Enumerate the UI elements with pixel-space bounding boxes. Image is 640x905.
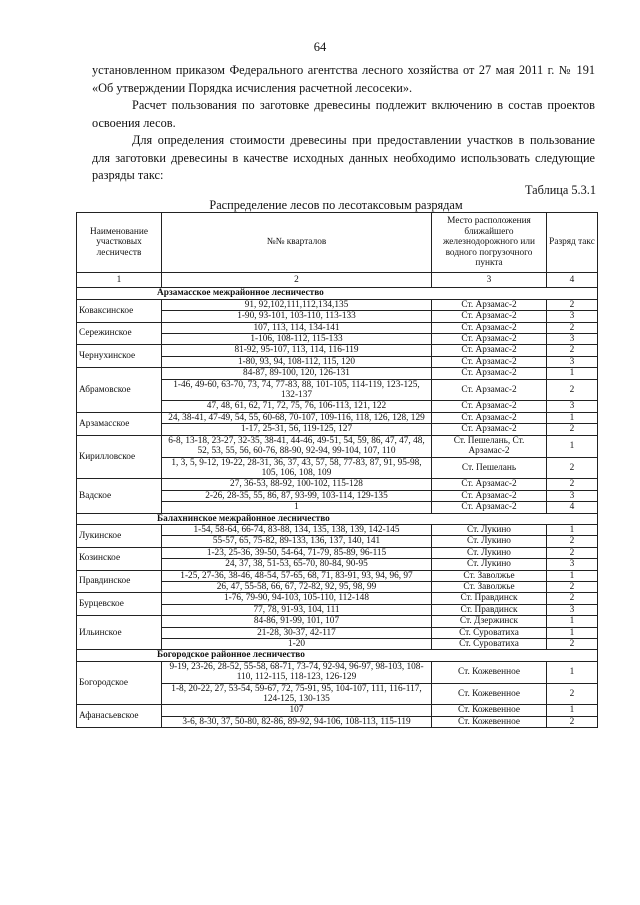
forestry-name-cell: Козинское <box>77 547 162 570</box>
table-row <box>77 345 598 356</box>
quarters-cell: 26, 47, 55-58, 66, 67, 72-82, 92, 95, 98, 99 <box>162 581 432 592</box>
tax-rank-cell: 2 <box>547 424 598 435</box>
column-number: 4 <box>547 273 598 288</box>
quarters-cell: 1-46, 49-60, 63-70, 73, 74, 77-83, 88, 101-105, 114-119, 123-125, 132-137 <box>162 379 432 401</box>
tax-rank-cell: 1 <box>547 412 598 423</box>
quarters-cell: 21-28, 30-37, 42-117 <box>162 627 432 638</box>
table-row <box>77 547 598 558</box>
loading-point-cell: Ст. Заволжье <box>432 570 547 581</box>
tax-rank-cell: 1 <box>547 524 598 535</box>
tax-rank-cell: 2 <box>547 683 598 705</box>
tax-rank-cell: 2 <box>547 479 598 490</box>
quarters-cell: 107, 113, 114, 134-141 <box>162 322 432 333</box>
loading-point-cell: Ст. Правдинск <box>432 593 547 604</box>
forestry-name-cell: Абрамовское <box>77 368 162 413</box>
quarters-cell: 55-57, 65, 75-82, 89-133, 136, 137, 140, 141 <box>162 536 432 547</box>
quarters-cell: 1-20 <box>162 639 432 650</box>
table-label: Таблица 5.3.1 <box>524 183 596 197</box>
quarters-cell: 91, 92,102,111,112,134,135 <box>162 299 432 310</box>
quarters-cell: 24, 37, 38, 51-53, 65-70, 80-84, 90-95 <box>162 559 432 570</box>
tax-rank-cell: 1 <box>547 705 598 716</box>
tax-rank-cell: 3 <box>547 356 598 367</box>
loading-point-cell: Ст. Пешелань, Ст. Арзамас-2 <box>432 435 547 457</box>
forestry-name-cell: Афанасьевское <box>77 705 162 728</box>
paragraph-tax-ranks: Для определения стоимости древесины при предоставлении участков в пользование для заготовки древесины в качестве исходных данных необходимо использовать следующие разряды такс: <box>92 133 595 182</box>
loading-point-cell: Ст. Арзамас-2 <box>432 401 547 412</box>
header-loading-point: Место расположения ближайшего железнодорожного или водного погрузочного пункта <box>432 213 547 273</box>
loading-point-cell: Ст. Лукино <box>432 559 547 570</box>
quarters-cell: 24, 38-41, 47-49, 54, 55, 60-68, 70-107, 109-116, 118, 126, 128, 129 <box>162 412 432 423</box>
paragraph-order-reference: установленном приказом Федерального агентства лесного хозяйства от 27 мая 2011 г. № 191 «Об утверждении Порядка исчисления расчетной лесосеки». <box>92 63 595 95</box>
loading-point-cell: Ст. Пешелань <box>432 457 547 479</box>
table-row <box>77 570 598 581</box>
header-tax-rank: Разряд такс <box>547 213 598 273</box>
quarters-cell: 1-8, 20-22, 27, 53-54, 59-67, 72, 75-91, 95, 104-107, 111, 116-117, 124-125, 130-135 <box>162 683 432 705</box>
section-row <box>77 288 598 299</box>
tax-rank-cell: 2 <box>547 547 598 558</box>
tax-rank-cell: 1 <box>547 627 598 638</box>
forest-tax-rank-table <box>76 212 598 728</box>
loading-point-cell: Ст. Лукино <box>432 536 547 547</box>
table-row <box>77 593 598 604</box>
quarters-cell: 3-6, 8-30, 37, 50-80, 82-86, 89-92, 94-106, 108-113, 115-119 <box>162 716 432 727</box>
paragraph-calculation: Расчет пользования по заготовке древесины подлежит включению в состав проектов освоения лесов. <box>92 98 595 130</box>
quarters-cell: 107 <box>162 705 432 716</box>
section-row <box>77 650 598 661</box>
tax-rank-cell: 1 <box>547 435 598 457</box>
forestry-name-cell: Кирилловское <box>77 435 162 479</box>
column-number-row <box>77 273 598 288</box>
loading-point-cell: Ст. Арзамас-2 <box>432 356 547 367</box>
header-quarters: №№ кварталов <box>162 213 432 273</box>
tax-rank-cell: 1 <box>547 368 598 379</box>
loading-point-cell: Ст. Арзамас-2 <box>432 322 547 333</box>
tax-rank-cell: 2 <box>547 581 598 592</box>
tax-rank-cell: 2 <box>547 716 598 727</box>
quarters-cell: 1-90, 93-101, 103-110, 113-133 <box>162 311 432 322</box>
forestry-name-cell: Ильинское <box>77 616 162 650</box>
section-title: Балахнинское межрайонное лесничество <box>77 513 598 524</box>
loading-point-cell: Ст. Правдинск <box>432 604 547 615</box>
loading-point-cell: Ст. Кожевенное <box>432 705 547 716</box>
table-header-row <box>77 213 598 273</box>
forestry-name-cell: Сережинское <box>77 322 162 345</box>
table-row <box>77 705 598 716</box>
tax-rank-cell: 3 <box>547 490 598 501</box>
quarters-cell: 77, 78, 91-93, 104, 111 <box>162 604 432 615</box>
quarters-cell: 9-19, 23-26, 28-52, 55-58, 68-71, 73-74, 92-94, 96-97, 98-103, 108-110, 112-115, 118-123, 126-129 <box>162 661 432 683</box>
page-number: 64 <box>313 40 327 54</box>
table-row <box>77 299 598 310</box>
loading-point-cell: Ст. Арзамас-2 <box>432 502 547 513</box>
loading-point-cell: Ст. Арзамас-2 <box>432 479 547 490</box>
header-forestry: Наименование участковых лесничеств <box>77 213 162 273</box>
table-row <box>77 524 598 535</box>
table-row <box>77 616 598 627</box>
table-row <box>77 322 598 333</box>
tax-rank-cell: 2 <box>547 457 598 479</box>
quarters-cell: 1-106, 108-112, 115-133 <box>162 334 432 345</box>
quarters-cell: 1-17, 25-31, 56, 119-125, 127 <box>162 424 432 435</box>
section-title: Арзамасское межрайонное лесничество <box>77 288 598 299</box>
tax-rank-cell: 2 <box>547 322 598 333</box>
column-number: 3 <box>432 273 547 288</box>
loading-point-cell: Ст. Арзамас-2 <box>432 345 547 356</box>
table-row <box>77 435 598 457</box>
table-row <box>77 368 598 379</box>
quarters-cell: 47, 48, 61, 62, 71, 72, 75, 76, 106-113, 121, 122 <box>162 401 432 412</box>
tax-rank-cell: 1 <box>547 661 598 683</box>
table-row <box>77 412 598 423</box>
quarters-cell: 1-80, 93, 94, 108-112, 115, 120 <box>162 356 432 367</box>
forestry-name-cell: Арзамасское <box>77 412 162 435</box>
tax-rank-cell: 3 <box>547 334 598 345</box>
loading-point-cell: Ст. Кожевенное <box>432 683 547 705</box>
table-row <box>77 479 598 490</box>
quarters-cell: 84-86, 91-99, 101, 107 <box>162 616 432 627</box>
quarters-cell: 81-92, 95-107, 113, 114, 116-119 <box>162 345 432 356</box>
forestry-name-cell: Лукинское <box>77 524 162 547</box>
loading-point-cell: Ст. Арзамас-2 <box>432 299 547 310</box>
tax-rank-cell: 3 <box>547 311 598 322</box>
loading-point-cell: Ст. Суроватиха <box>432 627 547 638</box>
forestry-name-cell: Вадское <box>77 479 162 513</box>
tax-rank-cell: 3 <box>547 604 598 615</box>
loading-point-cell: Ст. Арзамас-2 <box>432 311 547 322</box>
loading-point-cell: Ст. Лукино <box>432 524 547 535</box>
loading-point-cell: Ст. Заволжье <box>432 581 547 592</box>
quarters-cell: 6-8, 13-18, 23-27, 32-35, 38-41, 44-46, 49-51, 54, 59, 86, 47, 47, 48, 52, 53, 55, 56, 60-76, 88-90, 92-94, 99-104, 107, 110 <box>162 435 432 457</box>
quarters-cell: 1-54, 58-64, 66-74, 83-88, 134, 135, 138, 139, 142-145 <box>162 524 432 535</box>
loading-point-cell: Ст. Кожевенное <box>432 661 547 683</box>
loading-point-cell: Ст. Арзамас-2 <box>432 368 547 379</box>
quarters-cell: 1-25, 27-36, 38-46, 48-54, 57-65, 68, 71, 83-91, 93, 94, 96, 97 <box>162 570 432 581</box>
loading-point-cell: Ст. Дзержинск <box>432 616 547 627</box>
forestry-name-cell: Бурцевское <box>77 593 162 616</box>
quarters-cell: 1 <box>162 502 432 513</box>
forestry-name-cell: Правдинское <box>77 570 162 593</box>
quarters-cell: 27, 36-53, 88-92, 100-102, 115-128 <box>162 479 432 490</box>
quarters-cell: 1-76, 79-90, 94-103, 105-110, 112-148 <box>162 593 432 604</box>
loading-point-cell: Ст. Арзамас-2 <box>432 412 547 423</box>
forestry-name-cell: Чернухинское <box>77 345 162 368</box>
loading-point-cell: Ст. Арзамас-2 <box>432 424 547 435</box>
tax-rank-cell: 2 <box>547 593 598 604</box>
loading-point-cell: Ст. Кожевенное <box>432 716 547 727</box>
loading-point-cell: Ст. Суроватиха <box>432 639 547 650</box>
tax-rank-cell: 3 <box>547 559 598 570</box>
column-number: 2 <box>162 273 432 288</box>
loading-point-cell: Ст. Лукино <box>432 547 547 558</box>
table-body <box>77 288 598 728</box>
tax-rank-cell: 2 <box>547 379 598 401</box>
table-caption: Распределение лесов по лесотаксовым разрядам <box>209 198 463 212</box>
tax-rank-cell: 4 <box>547 502 598 513</box>
section-row <box>77 513 598 524</box>
loading-point-cell: Ст. Арзамас-2 <box>432 334 547 345</box>
loading-point-cell: Ст. Арзамас-2 <box>432 490 547 501</box>
forestry-name-cell: Богородское <box>77 661 162 705</box>
tax-rank-cell: 2 <box>547 639 598 650</box>
quarters-cell: 1, 3, 5, 9-12, 19-22, 28-31, 36, 37, 43, 57, 58, 77-83, 87, 91, 95-98, 105, 106, 108, 109 <box>162 457 432 479</box>
tax-rank-cell: 2 <box>547 345 598 356</box>
quarters-cell: 1-23, 25-36, 39-50, 54-64, 71-79, 85-89, 96-115 <box>162 547 432 558</box>
tax-rank-cell: 2 <box>547 536 598 547</box>
tax-rank-cell: 1 <box>547 570 598 581</box>
forestry-name-cell: Коваксинское <box>77 299 162 322</box>
table-row <box>77 661 598 683</box>
quarters-cell: 84-87, 89-100, 120, 126-131 <box>162 368 432 379</box>
tax-rank-cell: 1 <box>547 616 598 627</box>
tax-rank-cell: 2 <box>547 299 598 310</box>
column-number: 1 <box>77 273 162 288</box>
tax-rank-cell: 3 <box>547 401 598 412</box>
section-title: Богородское районное лесничество <box>77 650 598 661</box>
loading-point-cell: Ст. Арзамас-2 <box>432 379 547 401</box>
quarters-cell: 2-26, 28-35, 55, 86, 87, 93-99, 103-114, 129-135 <box>162 490 432 501</box>
